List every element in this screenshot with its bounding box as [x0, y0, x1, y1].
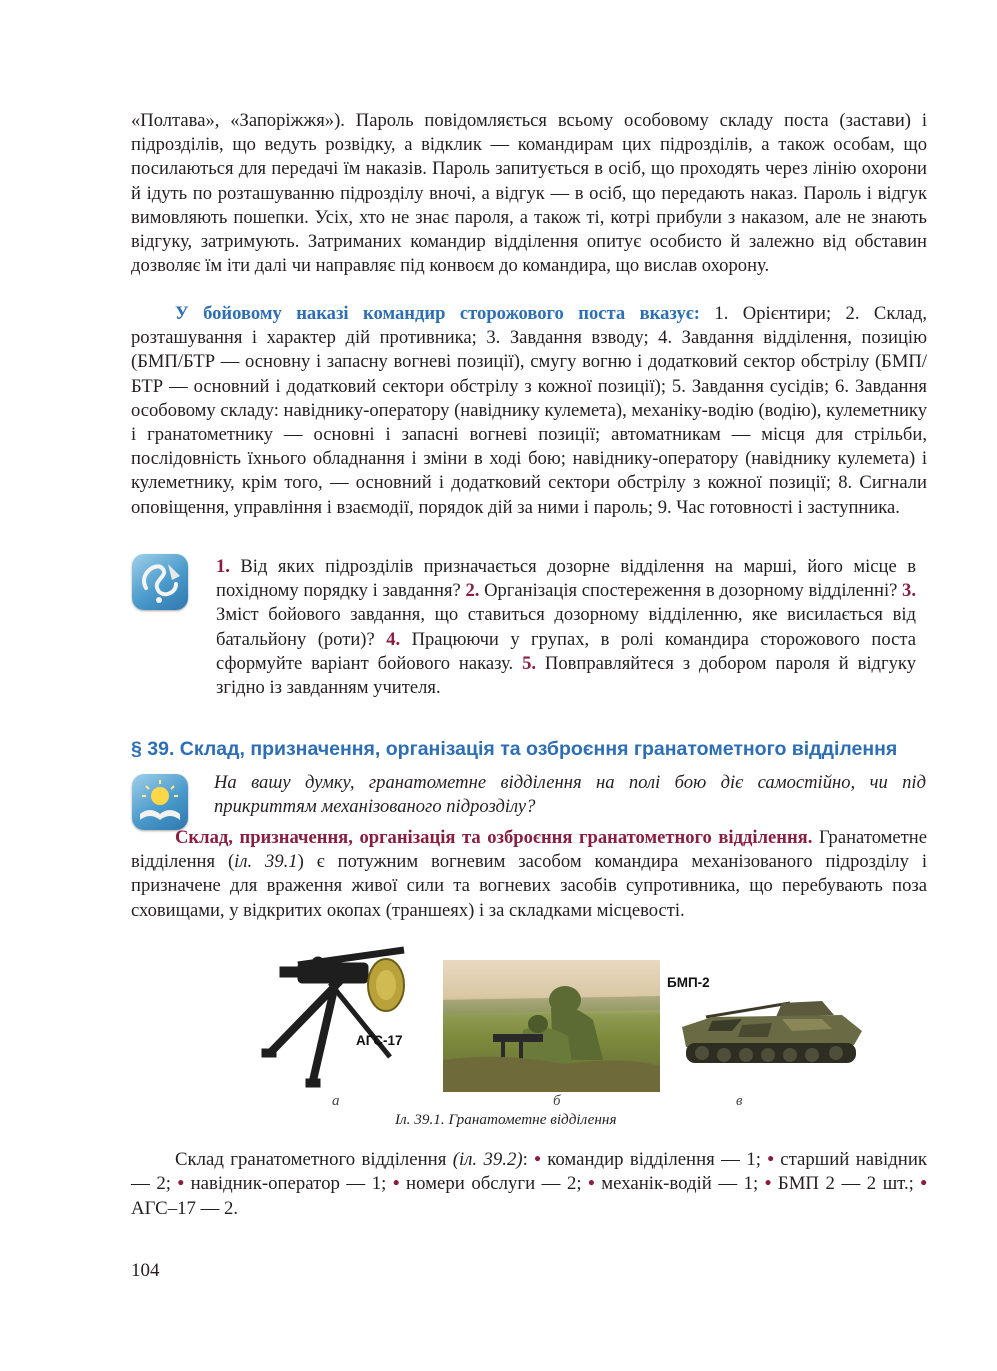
- bullet: •: [920, 1173, 927, 1195]
- figure-caption: Іл. 39.1. Гранатометне відділення: [395, 1111, 617, 1128]
- question-number: 5.: [522, 652, 537, 674]
- paragraph-grenade-section: [131, 826, 927, 923]
- bullet: •: [534, 1149, 541, 1170]
- paragraph-body: ) є потужним вогневим засобом командира механізованого підрозділу і призначене для враження живої сили та вогневих засобів супротивника, що перебувають поза сховищами, у відкритих окопах (траншеях) і за складками місцевості.: [131, 851, 927, 921]
- composition-item: навідник-оператор — 1;: [184, 1173, 393, 1195]
- paragraph-text: [131, 826, 927, 923]
- bullet: •: [177, 1173, 185, 1195]
- paragraph-heading: Склад, призначення, організація та озброєння гранатометного відділення.: [175, 827, 813, 848]
- ags17-photo: [240, 945, 418, 1090]
- grenade-squad-photo: [443, 960, 660, 1092]
- paragraph-heading: У бойовому наказі командир сторожового поста вказує:: [175, 303, 700, 324]
- question-number: 4.: [386, 628, 401, 650]
- question-number: 2.: [465, 580, 480, 602]
- ags17-label: АГС-17: [356, 1033, 403, 1048]
- question-mark-icon: [132, 554, 188, 610]
- bullet: •: [588, 1173, 595, 1195]
- figure-reference: (іл. 39.2): [452, 1149, 523, 1170]
- question-text: Від яких підрозділів призначається дозорне відділення на марші, його місце в похідному порядку і завдання?: [216, 556, 916, 602]
- bmp2-photo: [672, 985, 868, 1081]
- question-number: 1.: [216, 556, 230, 577]
- punctuation: :: [522, 1149, 535, 1170]
- paragraph-text: «Полтава», «Запоріжжя»). Пароль повідомляється всьому особовому складу поста (застави) і підрозділів, що ведуть розвідку, а відклик — командирам цих підрозділів, а також особам, що посилаються для передачі їм наказів. Пароль запитується в осіб, що проходять через лінію охорони й ідуть по розташуванню підрозділу вночі, а відгук — в осіб, що передають наказ. Пароль і відгук вимовляють пошепки. Усіх, хто не знає пароля, а також ті, котрі прибули з наказом, але не знають відгуку, затримують. Затриманих командир відділення опитує особисто й залежно від обставин дозволяє їм іти далі чи направляє під конвоєм до командира, що вислав охорону.: [131, 110, 927, 277]
- bullet: •: [767, 1149, 774, 1170]
- question-text: Повправляйтеся з добором пароля й відгуку згідно із завданням учителя.: [216, 652, 916, 699]
- question-number: 3.: [902, 580, 916, 602]
- paragraph-text: [131, 1148, 927, 1221]
- question-text: Організація спостереження в дозорному відділенні?: [479, 580, 903, 602]
- paragraph-body: 1. Орієнтири; 2. Склад, розташування і характер дій противника; 3. Завдання взводу; 4. Завдання відділення, позицію (БМП/БТР — основну і запасну вогневі позиції), смугу вогню і додатковий сектор обстрілу (БМП/БТР — основний і додатковий сектори обстрілу з кожної позиції); 5. Завдання сусідів; 6. Завдання особовому складу: навіднику-оператору (навіднику кулемета), механіку-водію (водію), кулеметнику і гранатометнику — основні і запасні вогневі позиції; автоматникам — місця для стрільби, послідовність їхнього обладнання і зміни в ході бою; навіднику-оператору (навіднику кулемета) і кулеметнику, крім того, — основний і додатковий сектори обстрілу з кожної позиції; 8. Сигнали оповіщення, управління і взаємодії, порядок дій за ними і пароль; 9. Час готовності і заступника.: [131, 303, 928, 518]
- composition-item: АГС–17 — 2.: [131, 1197, 239, 1219]
- composition-item: командир відділення — 1;: [540, 1149, 768, 1170]
- paragraph-composition: [131, 1148, 927, 1221]
- review-questions: [216, 555, 916, 700]
- figure-sublabel-b: б: [553, 1093, 561, 1109]
- section-title: § 39. Склад, призначення, організація та озброєння гранатометного відділення: [131, 738, 898, 760]
- bullet: •: [392, 1173, 400, 1195]
- section-intro-question: На вашу думку, гранатометне відділення на полі бою діє самостійно, чи під прикриттям механізованого підрозділу?: [214, 772, 926, 817]
- question-text: Зміст бойового завдання, що ставиться дозорному відділенню, яке висилається від батальйону (роти)?: [216, 604, 916, 650]
- bmp2-label: БМП-2: [667, 975, 710, 990]
- paragraph-order: [131, 302, 927, 520]
- bullet: •: [764, 1173, 772, 1195]
- paragraph-body: Гранатометне відділення (: [131, 827, 928, 873]
- composition-item: старший навідник — 2;: [131, 1149, 927, 1195]
- paragraph-password: [131, 109, 927, 278]
- composition-lead: Склад гранатометного відділення: [175, 1149, 453, 1170]
- lightbulb-book-icon: [132, 774, 188, 830]
- composition-item: БМП 2 — 2 шт.;: [771, 1173, 921, 1195]
- paragraph-text: [131, 302, 927, 520]
- question-text: Працюючи у групах, в ролі командира сторожового поста сформуйте варіант бойового наказу.: [216, 628, 916, 674]
- composition-item: номери обслуги — 2;: [399, 1173, 589, 1195]
- page-number: 104: [131, 1260, 160, 1281]
- figure-sublabel-a: а: [332, 1093, 340, 1109]
- composition-item: механік-водій — 1;: [594, 1173, 765, 1195]
- figure-sublabel-c: в: [736, 1093, 743, 1109]
- figure-reference: іл. 39.1: [234, 851, 298, 873]
